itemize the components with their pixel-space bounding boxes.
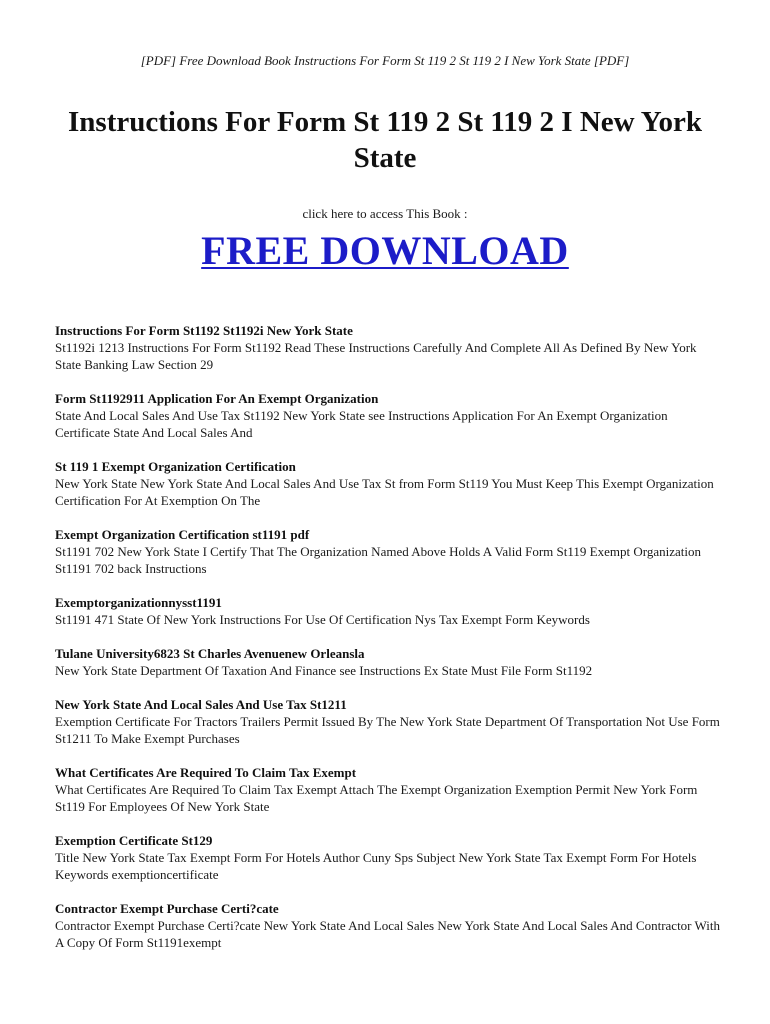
list-item [55,645,720,679]
list-item [55,696,720,747]
entry-description: New York State Department Of Taxation And Finance see Instructions Ex State Must File Form St1192 [55,663,593,678]
list-item [55,322,720,373]
entry-description: St1191 702 New York State I Certify That The Organization Named Above Holds A Valid Form St119 Exempt Organization St1191 702 back Instructions [55,544,701,576]
entry-title: Instructions For Form St1192 St1192i New York State [55,323,353,338]
list-item [55,458,720,509]
entry-description: Title New York State Tax Exempt Form For Hotels Author Cuny Sps Subject New York State Tax Exempt Form For Hotels Keywords exemptioncertificate [55,850,697,882]
entry-description: St1192i 1213 Instructions For Form St1192 Read These Instructions Carefully And Complete All As Defined By New York State Banking Law Section 29 [55,340,697,372]
list-item [55,526,720,577]
header-line: [PDF] Free Download Book Instructions For Form St 119 2 St 119 2 I New York State [PDF] [140,53,630,68]
list-item [55,900,720,951]
entry-description: Contractor Exempt Purchase Certi?cate New York State And Local Sales New York State And Local Sales And Contractor With A Copy Of Form St1191exempt [55,918,720,950]
list-item [55,832,720,883]
entry-list [55,322,720,968]
entry-description: State And Local Sales And Use Tax St1192 New York State see Instructions Application For An Exempt Organization Certificate State And Local Sales And [55,408,668,440]
entry-title: What Certificates Are Required To Claim Tax Exempt [55,765,357,780]
entry-title: Exempt Organization Certification st1191 pdf [55,527,310,542]
free-download-link[interactable]: FREE DOWNLOAD [201,228,569,273]
entry-title: St 119 1 Exempt Organization Certification [55,459,296,474]
entry-description: New York State New York State And Local Sales And Use Tax St from Form St119 You Must Keep This Exempt Organization Certification For At Exemption On The [55,476,714,508]
entry-title: Contractor Exempt Purchase Certi?cate [55,901,279,916]
access-prompt: click here to access This Book : [302,206,468,221]
list-item [55,594,720,628]
list-item [55,764,720,815]
page-title: Instructions For Form St 119 2 St 119 2 I New York State [68,106,702,174]
entry-title: Exemption Certificate St129 [55,833,213,848]
entry-title: Form St1192911 Application For An Exempt Organization [55,391,379,406]
entry-title: Tulane University6823 St Charles Avenuenew Orleansla [55,646,365,661]
entry-title: New York State And Local Sales And Use Tax St1211 [55,697,347,712]
entry-title: Exemptorganizationnysst1191 [55,595,222,610]
list-item [55,390,720,441]
entry-description: Exemption Certificate For Tractors Trailers Permit Issued By The New York State Department Of Transportation Not Use Form St1211 To Make Exempt Purchases [55,714,720,746]
entry-description: St1191 471 State Of New York Instructions For Use Of Certification Nys Tax Exempt Form Keywords [55,612,590,627]
entry-description: What Certificates Are Required To Claim Tax Exempt Attach The Exempt Organization Exemption Permit New York Form St119 For Employees Of New York State [55,782,698,814]
